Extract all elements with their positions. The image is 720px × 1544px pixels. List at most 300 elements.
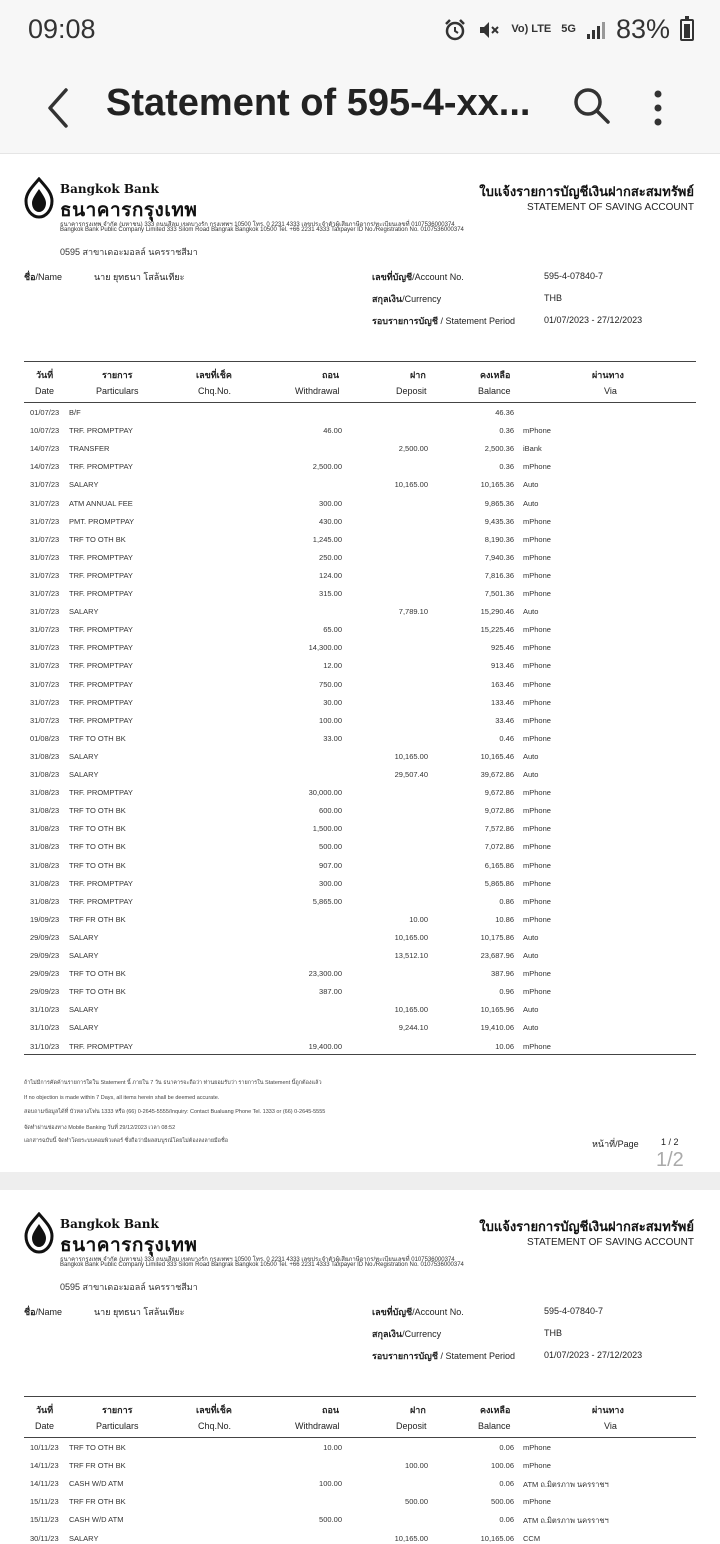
row-via: mPhone xyxy=(523,643,551,653)
header-deposit-th: ฝาก xyxy=(410,370,426,380)
row-balance: 163.46 xyxy=(491,679,514,689)
row-balance: 9,865.36 xyxy=(484,498,514,508)
row-withdrawal: 33.00 xyxy=(323,733,342,743)
row-date: 31/10/23 xyxy=(30,1023,60,1033)
header-chq-en: Chq.No. xyxy=(198,386,232,396)
bank-address-th: ธนาคารกรุงเทพ จำกัด (มหาชน) 333 ถนนสีลม เขตบางรัก กรุงเทพฯ 10500 โทร. 0 2231 4333 เลขประจำตัวผู้เสียภาษีอากร/ทะเบียนเลขที่ 0107536000374 xyxy=(60,1257,455,1263)
row-particulars: SALARY xyxy=(69,751,99,761)
row-balance: 39,672.86 xyxy=(480,770,514,779)
account-no-label: เลขที่บัญชี/Account No. xyxy=(372,272,464,282)
bank-name-en: Bangkok Bank xyxy=(60,182,159,196)
row-particulars: TRF TO OTH BK xyxy=(69,987,126,997)
row-particulars: B/F xyxy=(69,408,81,417)
row-balance: 0.46 xyxy=(499,733,514,743)
table-row xyxy=(24,478,696,492)
more-vertical-icon xyxy=(645,86,671,130)
row-particulars: TRF. PROMPTPAY xyxy=(69,426,133,436)
table-row xyxy=(24,714,696,728)
bank-address-en: Bangkok Bank Public Company Limited 333 Silom Road Bangrak Bangkok 10500 Tel. +66 2231 4333 Taxpayer ID No./Registration No. 0107536000374 xyxy=(60,1262,464,1268)
row-balance: 15,225.46 xyxy=(480,625,514,635)
row-balance: 23,687.96 xyxy=(480,951,514,960)
row-date: 31/07/23 xyxy=(30,570,60,580)
row-via: mPhone xyxy=(523,1497,551,1507)
row-via: Auto xyxy=(523,607,539,617)
table-row xyxy=(24,1459,696,1473)
row-date: 31/08/23 xyxy=(30,842,60,852)
table-row xyxy=(24,913,696,927)
table-row xyxy=(24,406,696,420)
app-bar xyxy=(0,62,720,154)
statement-page-2 xyxy=(0,1190,720,1544)
row-withdrawal: 1,245.00 xyxy=(312,534,342,544)
row-particulars: SALARY xyxy=(69,1533,99,1543)
header-particulars-th: รายการ xyxy=(102,370,133,380)
footer-note-5: เอกสารฉบับนี้ จัดทำโดยระบบคอมพิวเตอร์ ซึ่งถือว่ามีผลสมบูรณ์โดยไม่ต้องลงลายมือชื่อ xyxy=(24,1138,229,1144)
row-particulars: TRF. PROMPTPAY xyxy=(69,589,133,598)
status-icons xyxy=(443,14,694,45)
row-balance: 33.46 xyxy=(495,715,514,725)
row-particulars: TRF TO OTH BK xyxy=(69,824,126,834)
row-balance: 46.36 xyxy=(495,408,514,417)
row-via: Auto xyxy=(523,932,539,942)
row-balance: 0.96 xyxy=(499,987,514,997)
table-row xyxy=(24,460,696,474)
row-particulars: TRF. PROMPTPAY xyxy=(69,1041,133,1051)
row-withdrawal: 65.00 xyxy=(323,625,342,635)
row-date: 29/09/23 xyxy=(30,932,60,942)
row-balance: 500.06 xyxy=(491,1497,514,1507)
row-particulars: TRF TO OTH BK xyxy=(69,733,126,743)
row-deposit: 10,165.00 xyxy=(394,1005,428,1015)
row-date: 31/07/23 xyxy=(30,498,60,508)
currency-label: สกุลเงิน/Currency xyxy=(372,1329,442,1339)
row-withdrawal: 30.00 xyxy=(323,697,342,707)
row-via: Auto xyxy=(523,480,539,490)
row-via: mPhone xyxy=(523,534,551,544)
row-particulars: TRF. PROMPTPAY xyxy=(69,661,133,671)
table-row xyxy=(24,859,696,873)
row-date: 31/08/23 xyxy=(30,824,60,834)
row-balance: 100.06 xyxy=(491,1461,514,1471)
row-withdrawal: 300.00 xyxy=(319,498,342,508)
table-row xyxy=(24,732,696,746)
row-withdrawal: 387.00 xyxy=(319,987,342,997)
row-balance: 10,165.36 xyxy=(480,480,514,490)
table-row xyxy=(24,605,696,619)
row-date: 31/10/23 xyxy=(30,1005,60,1015)
header-particulars-th: รายการ xyxy=(102,1405,133,1415)
back-button[interactable] xyxy=(40,80,80,136)
table-row xyxy=(24,1441,696,1455)
header-via-th: ผ่านทาง xyxy=(592,370,624,380)
row-withdrawal: 315.00 xyxy=(319,589,342,598)
row-balance: 19,410.06 xyxy=(480,1023,514,1033)
row-withdrawal: 2,500.00 xyxy=(312,462,342,472)
row-via: mPhone xyxy=(523,824,551,834)
table-row xyxy=(24,551,696,565)
row-particulars: SALARY xyxy=(69,1005,99,1015)
network-indicator: 5G xyxy=(561,23,576,35)
row-particulars: TRF TO OTH BK xyxy=(69,1443,126,1452)
table-row xyxy=(24,569,696,583)
header-via-th: ผ่านทาง xyxy=(592,1405,624,1415)
row-via: mPhone xyxy=(523,516,551,526)
row-particulars: TRF. PROMPTPAY xyxy=(69,697,133,707)
bangkok-bank-logo-icon xyxy=(24,177,54,219)
account-holder-name: นาย ยุทธนา โสล้นเทียะ xyxy=(94,272,185,282)
header-chq-th: เลขที่เช็ค xyxy=(196,1405,232,1415)
row-particulars: SALARY xyxy=(69,480,99,490)
footer-note-3: สอบถามข้อมูลได้ที่ บัวหลวงโฟน 1333 หรือ (66) 0-2645-5555/Inquiry: Contact Bualuang Phone Tel. 1333 or (66) 0-2645-5555 xyxy=(24,1109,326,1115)
row-particulars: TRANSFER xyxy=(69,444,110,454)
row-date: 31/08/23 xyxy=(30,878,60,888)
statement-period-value: 01/07/2023 - 27/12/2023 xyxy=(544,315,643,325)
table-row xyxy=(24,623,696,637)
header-via-en: Via xyxy=(604,386,617,396)
header-balance-en: Balance xyxy=(478,1421,511,1431)
statement-title-th: ใบแจ้งรายการบัญชีเงินฝากสะสมทรัพย์ xyxy=(479,1219,694,1234)
table-row xyxy=(24,515,696,529)
row-balance: 10,165.96 xyxy=(480,1005,514,1015)
row-deposit: 29,507.40 xyxy=(394,770,428,779)
row-via: CCM xyxy=(523,1533,541,1543)
row-particulars: TRF TO OTH BK xyxy=(69,842,126,852)
row-particulars: SALARY xyxy=(69,1023,99,1033)
table-row xyxy=(24,1513,696,1527)
mute-icon xyxy=(477,18,501,42)
row-particulars: PMT. PROMPTPAY xyxy=(69,516,135,526)
row-deposit: 2,500.00 xyxy=(398,444,428,454)
row-via: mPhone xyxy=(523,715,551,725)
row-via: mPhone xyxy=(523,462,551,472)
row-date: 29/09/23 xyxy=(30,951,60,960)
row-particulars: SALARY xyxy=(69,607,99,617)
row-deposit: 10,165.00 xyxy=(394,751,428,761)
table-row xyxy=(24,949,696,963)
row-via: mPhone xyxy=(523,661,551,671)
branch-name: 0595 สาขาเดอะมอลล์ นครราชสีมา xyxy=(60,247,198,257)
page-number: 1 / 2 xyxy=(661,1137,679,1147)
row-withdrawal: 46.00 xyxy=(323,426,342,436)
row-withdrawal: 750.00 xyxy=(319,679,342,689)
row-via: mPhone xyxy=(523,679,551,689)
row-balance: 7,940.36 xyxy=(484,552,514,562)
more-options-button[interactable] xyxy=(645,86,671,130)
table-header xyxy=(24,1396,696,1438)
row-particulars: TRF. PROMPTPAY xyxy=(69,625,133,635)
row-via: mPhone xyxy=(523,625,551,635)
table-row xyxy=(24,587,696,601)
account-no-label: เลขที่บัญชี/Account No. xyxy=(372,1307,464,1317)
header-date-th: วันที่ xyxy=(36,370,54,380)
footer-note-1: ถ้าไม่มีการคัดค้านรายการใดใน Statement นี้ ภายใน 7 วัน ธนาคารจะถือว่า ท่านยอมรับว่า รายการใน Statement นี้ถูกต้องแล้ว xyxy=(24,1080,322,1086)
row-balance: 0.36 xyxy=(499,426,514,436)
currency-value: THB xyxy=(544,1328,562,1338)
row-balance: 7,072.86 xyxy=(484,842,514,852)
row-particulars: TRF. PROMPTPAY xyxy=(69,643,133,653)
footer-note-4: จัดทำผ่านช่องทาง Mobile Banking วันที่ 29/12/2023 เวลา 08:52 xyxy=(24,1125,176,1131)
header-deposit-th: ฝาก xyxy=(410,1405,426,1415)
row-via: mPhone xyxy=(523,697,551,707)
table-row xyxy=(24,877,696,891)
bank-name-th: ธนาคารกรุงเทพ xyxy=(60,1235,198,1256)
statement-period-label: รอบรายการบัญชี / Statement Period xyxy=(372,1351,515,1361)
table-row xyxy=(24,1495,696,1509)
account-holder-name: นาย ยุทธนา โสล้นเทียะ xyxy=(94,1307,185,1317)
row-date: 14/11/23 xyxy=(30,1479,59,1489)
statement-period-value: 01/07/2023 - 27/12/2023 xyxy=(544,1350,643,1360)
table-row xyxy=(24,533,696,547)
row-date: 31/07/23 xyxy=(30,715,60,725)
battery-percent: 83% xyxy=(615,14,670,44)
row-date: 31/07/23 xyxy=(30,516,60,526)
row-date: 31/08/23 xyxy=(30,751,60,761)
row-withdrawal: 500.00 xyxy=(319,1515,342,1525)
row-particulars: TRF. PROMPTPAY xyxy=(69,788,133,798)
alarm-icon xyxy=(443,18,467,42)
page-title: Statement of 595-4-xx... xyxy=(106,82,531,124)
row-date: 15/11/23 xyxy=(30,1497,59,1507)
row-date: 31/07/23 xyxy=(30,480,60,490)
row-withdrawal: 907.00 xyxy=(319,860,342,870)
header-balance-th: คงเหลือ xyxy=(480,370,511,380)
row-via: Auto xyxy=(523,1005,539,1015)
row-deposit: 500.00 xyxy=(405,1497,428,1507)
row-via: Auto xyxy=(523,498,539,508)
status-bar xyxy=(0,0,720,62)
row-date: 29/09/23 xyxy=(30,969,60,979)
row-balance: 2,500.36 xyxy=(484,444,514,454)
row-balance: 9,672.86 xyxy=(484,788,514,798)
table-row xyxy=(24,659,696,673)
bangkok-bank-logo-icon xyxy=(24,1212,54,1254)
account-no-value: 595-4-07840-7 xyxy=(544,1306,604,1316)
table-row xyxy=(24,750,696,764)
table-row xyxy=(24,641,696,655)
row-via: mPhone xyxy=(523,733,551,743)
row-via: mPhone xyxy=(523,878,551,888)
row-withdrawal: 300.00 xyxy=(319,878,342,888)
table-row xyxy=(24,768,696,782)
row-via: mPhone xyxy=(523,426,551,436)
table-row xyxy=(24,985,696,999)
row-balance: 0.86 xyxy=(499,896,514,906)
row-date: 31/07/23 xyxy=(30,643,60,653)
row-date: 31/08/23 xyxy=(30,770,60,779)
row-date: 31/08/23 xyxy=(30,896,60,906)
row-date: 31/08/23 xyxy=(30,806,60,816)
row-via: mPhone xyxy=(523,788,551,798)
row-deposit: 9,244.10 xyxy=(398,1023,428,1033)
row-date: 14/11/23 xyxy=(30,1461,59,1471)
row-date: 29/09/23 xyxy=(30,987,60,997)
row-withdrawal: 1,500.00 xyxy=(312,824,342,834)
header-deposit-en: Deposit xyxy=(396,1421,427,1431)
search-icon xyxy=(570,84,614,128)
statement-period-label: รอบรายการบัญชี / Statement Period xyxy=(372,316,515,326)
row-withdrawal: 30,000.00 xyxy=(308,788,342,798)
battery-icon xyxy=(680,19,694,41)
page-separator xyxy=(0,1172,720,1190)
row-particulars: CASH W/D ATM xyxy=(69,1479,124,1489)
row-via: mPhone xyxy=(523,1041,551,1051)
row-date: 15/11/23 xyxy=(30,1515,59,1525)
header-date-en: Date xyxy=(35,386,55,396)
name-label: ชื่อ/Name xyxy=(24,272,63,282)
row-date: 31/07/23 xyxy=(30,679,60,689)
account-no-value: 595-4-07840-7 xyxy=(544,271,604,281)
row-particulars: TRF. PROMPTPAY xyxy=(69,715,133,725)
row-date: 30/11/23 xyxy=(30,1533,59,1543)
row-particulars: SALARY xyxy=(69,932,99,942)
row-withdrawal: 600.00 xyxy=(319,806,342,816)
row-date: 01/08/23 xyxy=(30,733,60,743)
header-withdrawal-en: Withdrawal xyxy=(295,386,340,396)
row-via: mPhone xyxy=(523,896,551,906)
row-balance: 7,816.36 xyxy=(484,570,514,580)
row-deposit: 13,512.10 xyxy=(394,951,428,960)
bank-address-th: ธนาคารกรุงเทพ จำกัด (มหาชน) 333 ถนนสีลม เขตบางรัก กรุงเทพฯ 10500 โทร. 0 2231 4333 เลขประจำตัวผู้เสียภาษีอากร/ทะเบียนเลขที่ 0107536000374 xyxy=(60,222,455,228)
row-deposit: 10,165.00 xyxy=(394,1533,428,1543)
header-particulars-en: Particulars xyxy=(96,386,139,396)
statement-title-en: STATEMENT OF SAVING ACCOUNT xyxy=(526,202,694,213)
currency-label: สกุลเงิน/Currency xyxy=(372,294,442,304)
table-row xyxy=(24,1532,696,1544)
row-withdrawal: 10.00 xyxy=(323,1443,342,1452)
table-row xyxy=(24,678,696,692)
page-indicator: 1/2 xyxy=(656,1149,684,1171)
row-via: mPhone xyxy=(523,969,551,979)
table-row xyxy=(24,497,696,511)
row-via: Auto xyxy=(523,1023,539,1033)
row-withdrawal: 100.00 xyxy=(319,715,342,725)
row-balance: 133.46 xyxy=(491,697,514,707)
table-row xyxy=(24,1003,696,1017)
row-particulars: TRF. PROMPTPAY xyxy=(69,878,133,888)
header-via-en: Via xyxy=(604,1421,617,1431)
row-via: mPhone xyxy=(523,589,551,598)
table-row xyxy=(24,442,696,456)
row-deposit: 10,165.00 xyxy=(394,480,428,490)
row-particulars: TRF TO OTH BK xyxy=(69,969,126,979)
row-withdrawal: 430.00 xyxy=(319,516,342,526)
row-via: ATM ถ.มิตรภาพ นครราชฯ xyxy=(523,1516,609,1526)
statement-title-th: ใบแจ้งรายการบัญชีเงินฝากสะสมทรัพย์ xyxy=(479,184,694,199)
footer-note-2: If no objection is made within 7 Days, all items herein shall be deemed accurate. xyxy=(24,1095,220,1101)
row-balance: 6,165.86 xyxy=(484,860,514,870)
row-withdrawal: 19,400.00 xyxy=(308,1041,342,1051)
row-withdrawal: 500.00 xyxy=(319,842,342,852)
table-bottom-rule xyxy=(24,1054,696,1055)
row-deposit: 10,165.00 xyxy=(394,932,428,942)
row-date: 31/08/23 xyxy=(30,860,60,870)
row-date: 31/07/23 xyxy=(30,534,60,544)
row-date: 01/07/23 xyxy=(30,408,60,417)
row-date: 31/08/23 xyxy=(30,788,60,798)
header-withdrawal-th: ถอน xyxy=(322,1405,340,1415)
row-particulars: TRF. PROMPTPAY xyxy=(69,896,133,906)
row-via: Auto xyxy=(523,951,539,960)
row-balance: 0.06 xyxy=(499,1479,514,1489)
row-via: Auto xyxy=(523,770,539,779)
row-balance: 10.06 xyxy=(495,1041,514,1051)
table-row xyxy=(24,840,696,854)
row-date: 31/07/23 xyxy=(30,589,60,598)
bank-name-th: ธนาคารกรุงเทพ xyxy=(60,200,198,221)
row-date: 10/07/23 xyxy=(30,426,60,436)
table-row xyxy=(24,822,696,836)
row-date: 31/07/23 xyxy=(30,625,60,635)
row-withdrawal: 12.00 xyxy=(323,661,342,671)
row-particulars: TRF FR OTH BK xyxy=(69,1497,126,1507)
table-row xyxy=(24,804,696,818)
row-balance: 925.46 xyxy=(491,643,514,653)
row-particulars: ATM ANNUAL FEE xyxy=(69,498,133,508)
header-date-th: วันที่ xyxy=(36,1405,54,1415)
row-via: mPhone xyxy=(523,570,551,580)
row-via: mPhone xyxy=(523,842,551,852)
row-balance: 0.36 xyxy=(499,462,514,472)
table-row xyxy=(24,696,696,710)
table-row xyxy=(24,931,696,945)
row-date: 31/07/23 xyxy=(30,607,60,617)
table-header xyxy=(24,361,696,403)
table-row xyxy=(24,895,696,909)
name-label: ชื่อ/Name xyxy=(24,1307,63,1317)
row-withdrawal: 5,865.00 xyxy=(312,896,342,906)
row-date: 14/07/23 xyxy=(30,462,60,472)
row-withdrawal: 124.00 xyxy=(319,570,342,580)
row-balance: 0.06 xyxy=(499,1515,514,1525)
row-deposit: 7,789.10 xyxy=(398,607,428,617)
row-particulars: TRF TO OTH BK xyxy=(69,534,126,544)
bank-name-en: Bangkok Bank xyxy=(60,1217,159,1231)
chevron-left-icon xyxy=(40,80,80,136)
row-via: mPhone xyxy=(523,806,551,816)
row-deposit: 10.00 xyxy=(409,914,428,924)
row-via: mPhone xyxy=(523,552,551,562)
header-chq-th: เลขที่เช็ค xyxy=(196,370,232,380)
lte-indicator: Vo) LTE xyxy=(511,23,552,35)
table-row xyxy=(24,1021,696,1035)
header-balance-th: คงเหลือ xyxy=(480,1405,511,1415)
row-withdrawal: 100.00 xyxy=(319,1479,342,1489)
row-withdrawal: 14,300.00 xyxy=(308,643,342,653)
row-balance: 15,290.46 xyxy=(480,607,514,617)
row-balance: 10,165.46 xyxy=(480,751,514,761)
row-via: mPhone xyxy=(523,914,551,924)
row-particulars: TRF. PROMPTPAY xyxy=(69,570,133,580)
row-date: 19/09/23 xyxy=(30,914,60,924)
row-via: mPhone xyxy=(523,1443,551,1452)
row-balance: 913.46 xyxy=(491,661,514,671)
header-date-en: Date xyxy=(35,1421,55,1431)
search-button[interactable] xyxy=(570,84,614,128)
row-balance: 7,501.36 xyxy=(484,589,514,598)
row-date: 31/07/23 xyxy=(30,697,60,707)
row-balance: 7,572.86 xyxy=(484,824,514,834)
table-row xyxy=(24,424,696,438)
header-chq-en: Chq.No. xyxy=(198,1421,232,1431)
row-date: 31/07/23 xyxy=(30,661,60,671)
row-via: iBank xyxy=(523,444,542,454)
row-particulars: TRF. PROMPTPAY xyxy=(69,552,133,562)
row-via: mPhone xyxy=(523,1461,551,1471)
row-withdrawal: 250.00 xyxy=(319,552,342,562)
status-time: 09:08 xyxy=(28,14,96,44)
row-deposit: 100.00 xyxy=(405,1461,428,1471)
branch-name: 0595 สาขาเดอะมอลล์ นครราชสีมา xyxy=(60,1282,198,1292)
